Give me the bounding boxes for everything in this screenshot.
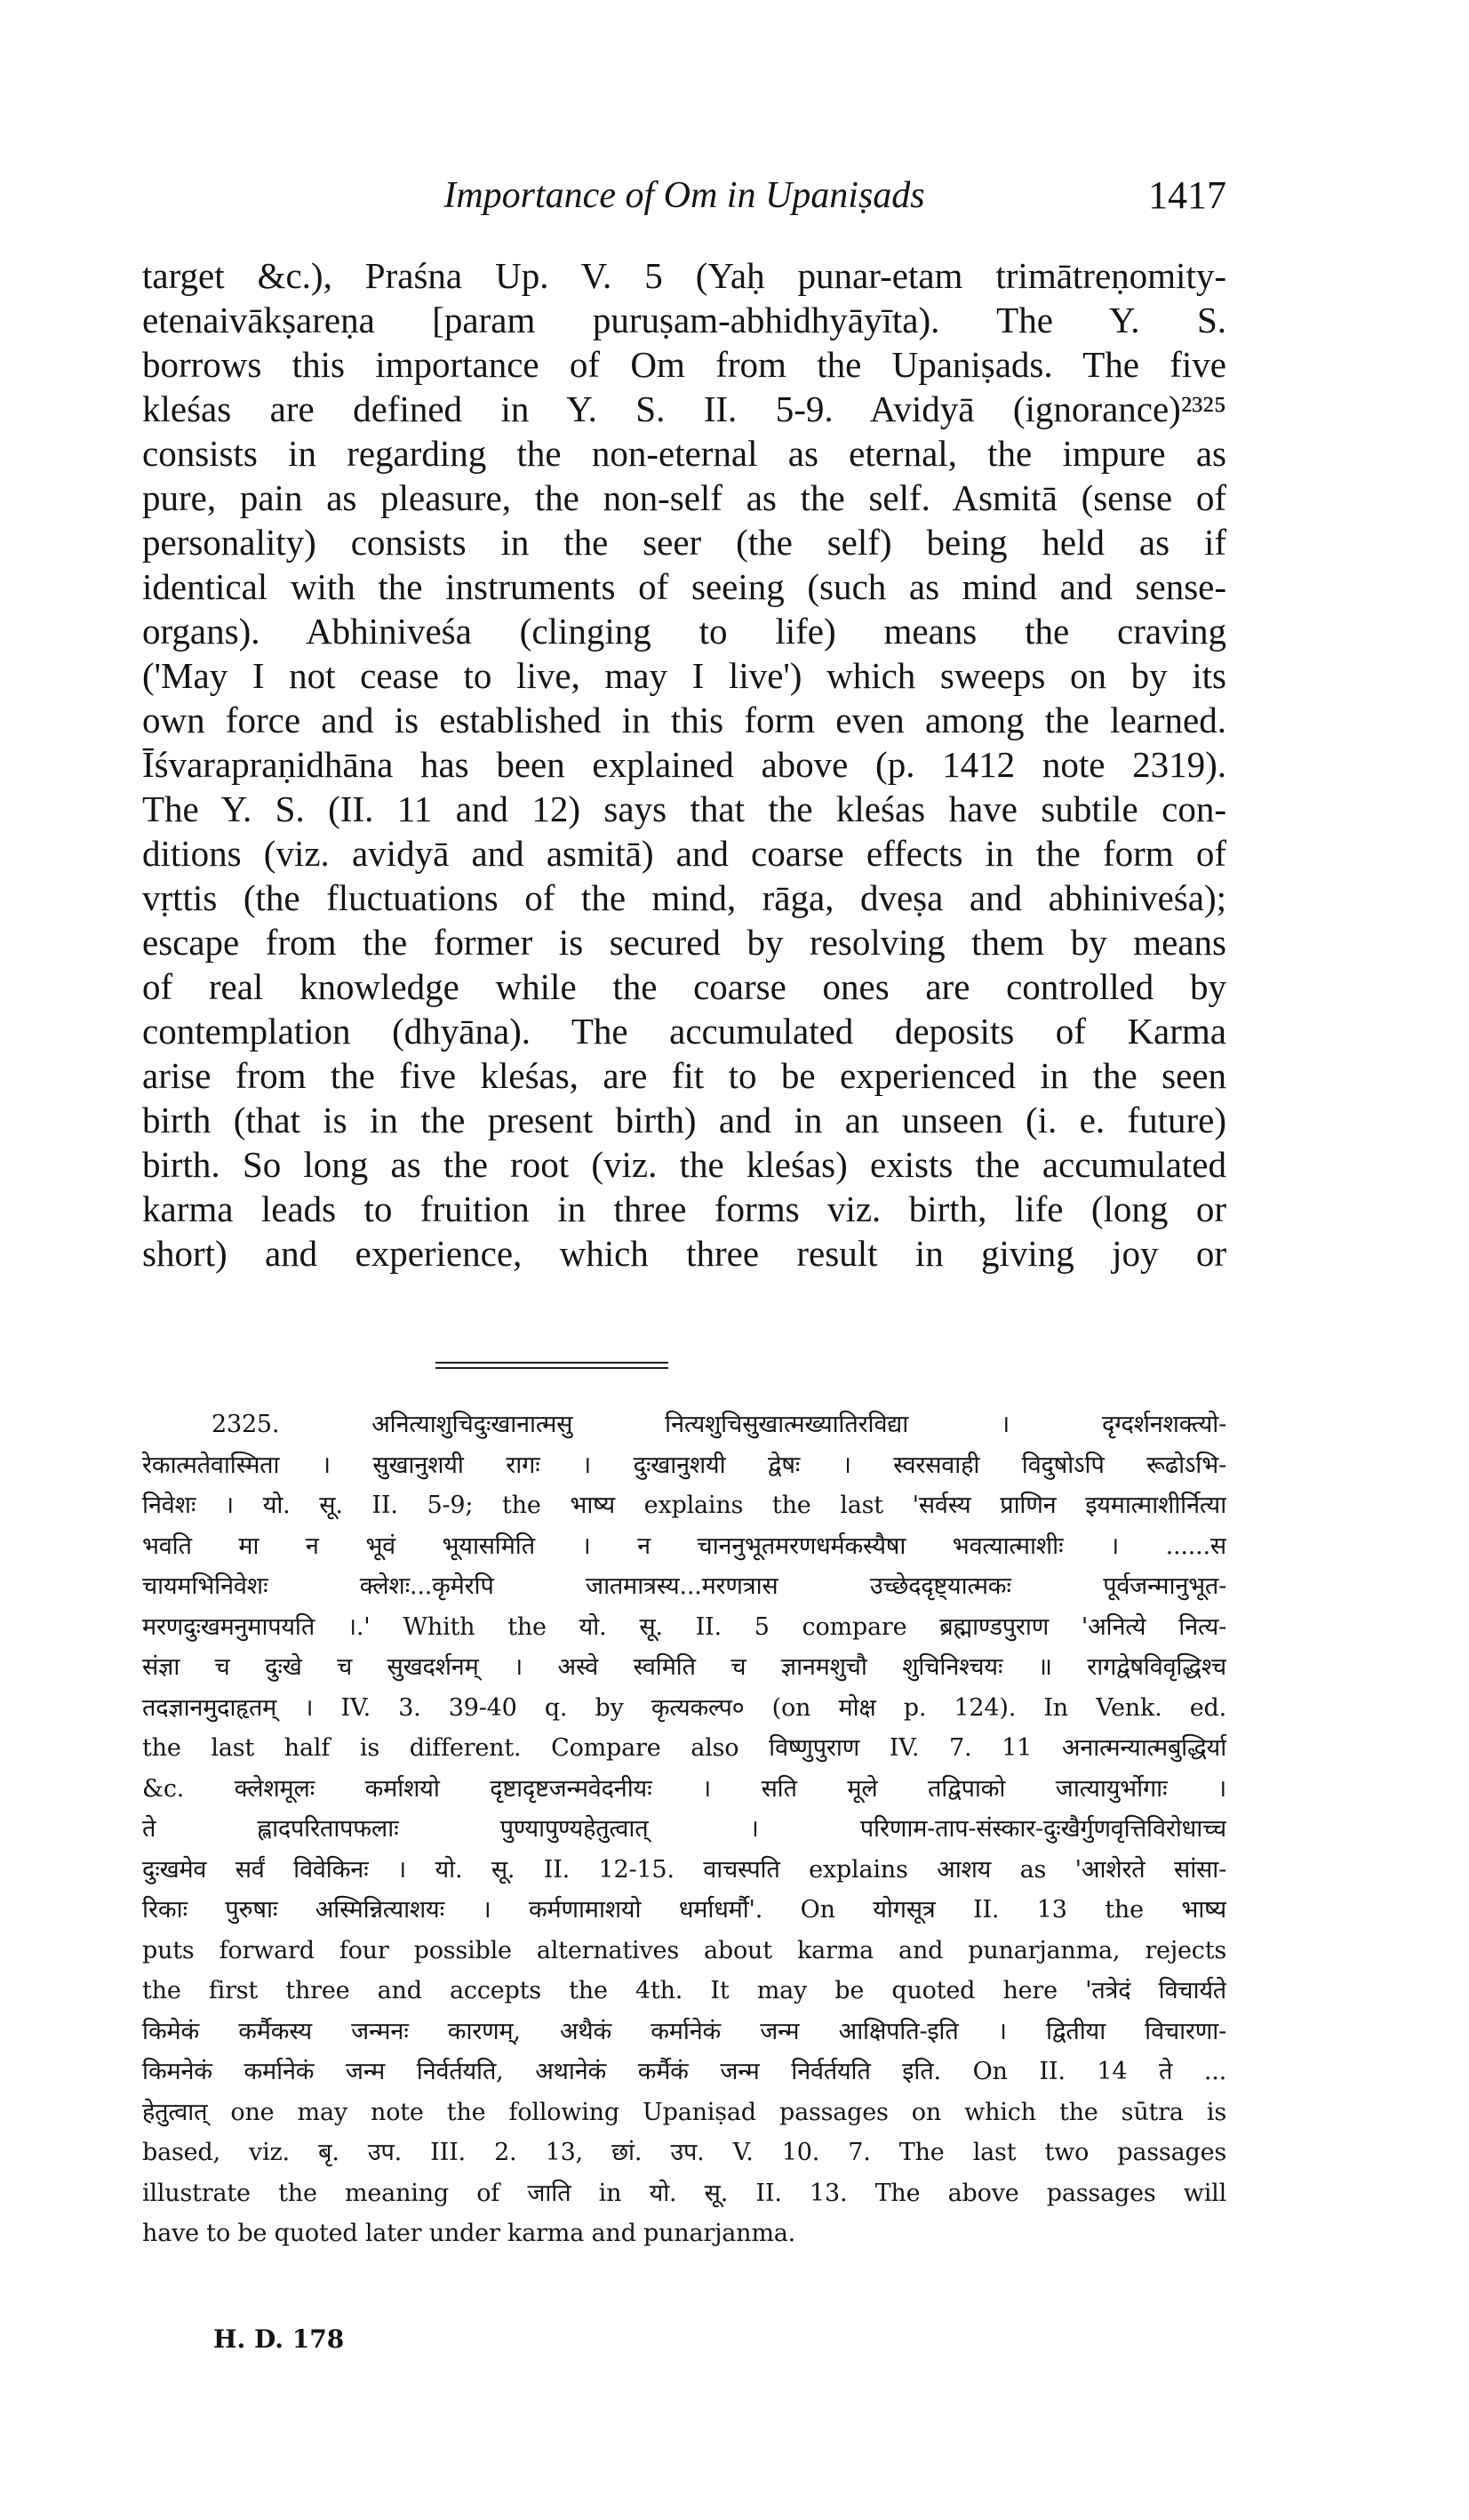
page-number: 1417 <box>1148 173 1226 217</box>
footnote-line: भवति मा न भूवं भूयासमिति । न चाननुभूतमरणधर्मकस्यैषा भवत्यात्माशीः । ......स <box>142 1532 1226 1560</box>
footnote-line: illustrate the meaning of जाति in यो. सू. II. 13. The above passages will <box>142 2179 1226 2207</box>
body-line: pure, pain as pleasure, the non-self as the self. Asmitā (sense of <box>142 477 1226 518</box>
footnote-line: ते ह्लादपरितापफलाः पुण्यापुण्यहेतुत्वात् । परिणाम-ताप-संस्कार-दुःखैर्गुणवृत्तिविरोधाच्च <box>142 1815 1226 1843</box>
body-line: arise from the five kleśas, are fit to be experienced in the seen <box>142 1055 1226 1096</box>
body-line: organs). Abhiniveśa (clinging to life) means the craving <box>142 611 1226 652</box>
body-line: birth (that is in the present birth) and in an unseen (i. e. future) <box>142 1100 1226 1140</box>
body-line: ditions (viz. avidyā and asmitā) and coarse effects in the form of <box>142 833 1226 874</box>
body-line: vṛttis (the fluctuations of the mind, rāga, dveṣa and abhiniveśa); <box>142 877 1226 918</box>
body-line: personality) consists in the seer (the self) being held as if <box>142 522 1226 563</box>
body-line: Īśvarapraṇidhāna has been explained above (p. 1412 note 2319). <box>142 744 1226 785</box>
body-line: borrows this importance of Om from the Upaniṣads. The five <box>142 344 1226 385</box>
footnote-line: चायमभिनिवेशः क्लेशः...कृमेरपि जातमात्रस्य...मरणत्रास उच्छेददृष्ट्यात्मकः पूर्वजन्मानुभूत- <box>142 1572 1226 1600</box>
footnote-rule <box>435 1362 668 1369</box>
running-head <box>142 167 1226 229</box>
footnote-line: रिकाः पुरुषाः अस्मिन्नित्याशयः । कर्मणामाशयो धर्माधर्मौ'. On योगसूत्र II. 13 the भाष्य <box>142 1896 1226 1924</box>
footnote-line: हेतुत्वात् one may note the following Upaniṣad passages on which the sūtra is <box>142 2098 1226 2126</box>
body-line: contemplation (dhyāna). The accumulated deposits of Karma <box>142 1011 1226 1052</box>
footnote-line: किमेकं कर्मैकस्य जन्मनः कारणम्, अथैकं कर्मानेकं जन्म आक्षिपति-इति । द्वितीया विचारणा- <box>142 2017 1226 2045</box>
body-line: ('May I not cease to live, may I live') which sweeps on by its <box>142 655 1226 696</box>
body-line: kleśas are defined in Y. S. II. 5-9. Avidyā (ignorance)²³²⁵ <box>142 388 1226 429</box>
footnote-line: किमनेकं कर्मानेकं जन्म निर्वर्तयति, अथानेकं कर्मैकं जन्म निर्वर्तयति इति. On II. 14 ते ... <box>142 2058 1226 2085</box>
signature-mark: H. D. 178 <box>213 2324 345 2354</box>
footnote-line: have to be quoted later under karma and punarjanma. <box>142 2220 796 2247</box>
body-line: own force and is established in this form even among the learned. <box>142 700 1226 740</box>
running-title: Importance of Om in Upaniṣads <box>443 175 925 216</box>
body-line: target &c.), Praśna Up. V. 5 (Yaḥ punar-etam trimātreṇomity- <box>142 255 1226 296</box>
footnote-line: &c. क्लेशमूलः कर्माशयो दृष्टादृष्टजन्मवेदनीयः । सति मूले तद्विपाको जात्यायुर्भोगाः । <box>142 1774 1226 1803</box>
footnote-line: दुःखमेव सर्वं विवेकिनः । यो. सू. II. 12-15. वाचस्पति explains आशय as 'आशेरते सांसा- <box>142 1855 1226 1884</box>
footnotes <box>142 1404 1226 2254</box>
footnote-line: रेकात्मतेवास्मिता । सुखानुशयी रागः । दुःखानुशयी द्वेषः । स्वरसवाही विदुषोऽपि रूढोऽभि- <box>142 1451 1226 1479</box>
body-line: consists in regarding the non-eternal as eternal, the impure as <box>142 433 1226 474</box>
footnote-line: संज्ञा च दुःखे च सुखदर्शनम् । अस्वे स्वमिति च ज्ञानमशुचौ शुचिनिश्चयः ॥ रागद्वेषविवृद्धिश्च <box>142 1653 1226 1681</box>
body-line: short) and experience, which three result in giving joy or <box>142 1233 1226 1274</box>
footnote-line: तदज्ञानमुदाहृतम् । IV. 3. 39-40 q. by कृत्यकल्प० (on मोक्ष p. 124). In Venk. ed. <box>142 1693 1226 1722</box>
footnote-line: the last half is different. Compare also विष्णुपुराण IV. 7. 11 अनात्मन्यात्मबुद्धिर्या <box>142 1734 1226 1762</box>
body-line: etenaivākṣareṇa [param puruṣam-abhidhyāyīta). The Y. S. <box>142 300 1226 340</box>
body-line: of real knowledge while the coarse ones are controlled by <box>142 966 1226 1007</box>
body-line: birth. So long as the root (viz. the kleśas) exists the accumulated <box>142 1144 1226 1185</box>
footnote-line: the first three and accepts the 4th. It may be quoted here 'तत्रेदं विचार्यते <box>142 1977 1226 2004</box>
body-line: The Y. S. (II. 11 and 12) says that the kleśas have subtile con- <box>142 788 1226 829</box>
body-text <box>142 253 1226 1276</box>
footnote-line: puts forward four possible alternatives about karma and punarjanma, rejects <box>142 1936 1226 1964</box>
footnote-line: निवेशः । यो. सू. II. 5-9; the भाष्य explains the last 'सर्वस्य प्राणिन इयमात्माशीर्नित्या <box>142 1492 1226 1519</box>
body-line: identical with the instruments of seeing (such as mind and sense- <box>142 566 1226 607</box>
footnote-line: based, viz. बृ. उप. III. 2. 13, छां. उप. V. 10. 7. The last two passages <box>142 2139 1226 2166</box>
body-line: escape from the former is secured by resolving them by means <box>142 922 1226 963</box>
footnote-line: मरणदुःखमनुमापयति ।.' Whith the यो. सू. II. 5 compare ब्रह्माण्डपुराण 'अनित्ये नित्य- <box>142 1612 1226 1641</box>
footnote-line: 2325. अनित्याशुचिदुःखानात्मसु नित्यशुचिसुखात्मख्यातिरविद्या । दृग्दर्शनशक्त्यो- <box>212 1411 1226 1438</box>
body-line: karma leads to fruition in three forms viz. birth, life (long or <box>142 1188 1226 1229</box>
